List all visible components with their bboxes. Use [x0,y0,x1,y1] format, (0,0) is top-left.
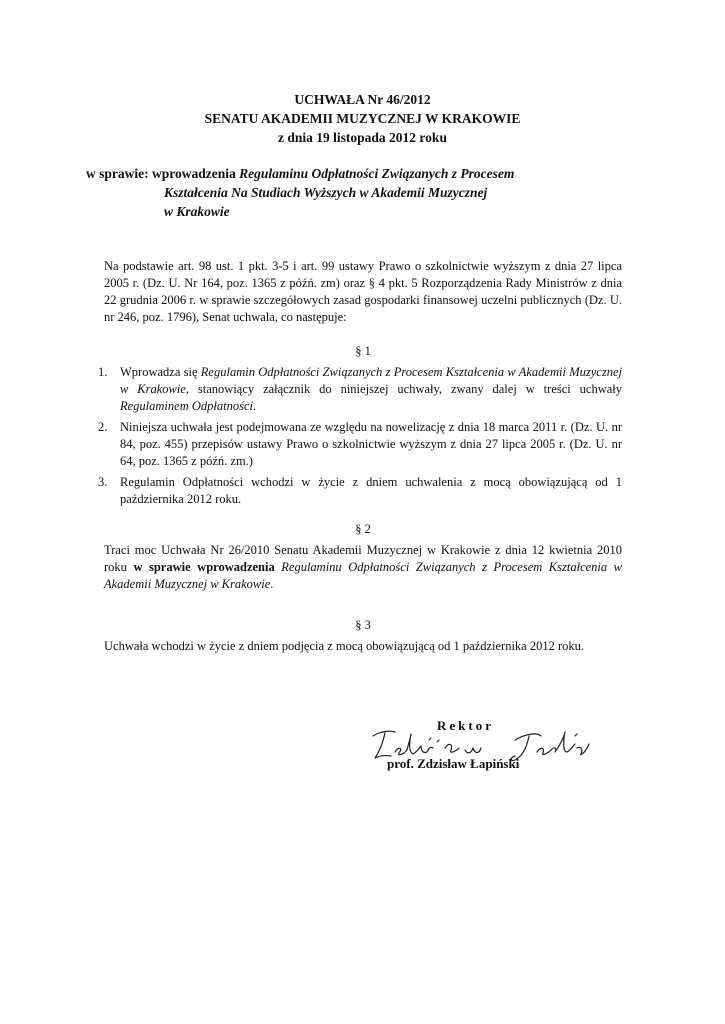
list-item-text: Niniejsza uchwała jest podejmowana ze względu na nowelizację z dnia 18 marca 2011 r. (Dz. U. nr 84, poz. 455) przepisów ustawy Prawo o szkolnictwie wyższym z dnia 27 lipca 2005 r. (Dz. U. nr 64, poz. 1365 z późń. zm.) [120,420,622,468]
section-2-text: Traci moc Uchwała Nr 26/2010 Senatu Akademii Muzycznej w Krakowie z dnia 12 kwietnia 2010 roku [104,543,622,574]
signatory-name: prof. Zdzisław Łapiński [387,756,520,771]
subject-title-line3: w Krakowie [164,204,230,219]
resolution-number: UCHWAŁA Nr 46/2012 [294,92,431,107]
section-2-bold: w sprawie wprowadzenia [133,560,275,574]
section-1-list [98,364,622,512]
list-item-number: 1. [98,365,108,379]
issuing-body: SENATU AKADEMII MUZYCZNEJ W KRAKOWIE [204,111,521,126]
list-item-number: 2. [98,420,108,434]
section-2-text: . [270,577,274,591]
list-item-text: Regulamin Odpłatności wchodzi w życie z dniem uchwalenia z mocą obowiązującą od 1 października 2012 roku. [120,475,622,506]
resolution-subject [86,164,646,221]
list-item [98,419,622,470]
preamble-paragraph: Na podstawie art. 98 ust. 1 pkt. 3-5 i art. 99 ustawy Prawo o szkolnictwie wyższym z dnia 27 lipca 2005 r. (Dz. U. Nr 164, poz. 1365 z późń. zm) oraz § 4 pkt. 5 Rozporządzenia Rady Ministrów z dnia 22 grudnia 2006 r. w sprawie szczegółowych zasad gospodarki finansowej uczelni publicznych (Dz. U. nr 246, poz. 1796), Senat uchwala, co następuje: [104,259,622,324]
section-1-heading: § 1 [355,344,371,358]
list-item-text: . [252,399,257,413]
subject-title-line1: Regulaminu Odpłatności Związanych z Procesem [239,166,515,181]
resolution-header [0,90,725,147]
subject-prefix: w sprawie: wprowadzenia [86,166,240,181]
list-item [98,364,622,415]
section-2-italic: Regulaminu Odpłatności Związanych z Procesem Kształcenia w Akademii Muzycznej w Krakowie [104,560,622,591]
list-item-italic: Regulamin Odpłatności Związanych z Procesem Kształcenia w Akademii Muzycznej w Krakowie, [120,365,622,396]
list-item-text: stanowiący załącznik do niniejszej uchwały, zwany dalej w treści uchwały [189,382,622,396]
list-item-italic: Regulaminem Odpłatności [120,399,253,413]
section-3-heading: § 3 [355,618,371,632]
resolution-date: z dnia 19 listopada 2012 roku [278,130,447,145]
section-2-heading: § 2 [355,522,371,536]
subject-title-line2: Kształcenia Na Studiach Wyższych w Akademii Muzycznej [164,185,488,200]
signatory-role: Rektor [437,718,494,733]
section-3-paragraph: Uchwała wchodzi w życie z dniem podjęcia z mocą obowiązującą od 1 października 2012 roku. [104,639,585,653]
list-item [98,474,622,508]
list-item-number: 3. [98,475,108,489]
section-2-paragraph [104,542,622,593]
list-item-text: Wprowadza się [120,365,201,379]
